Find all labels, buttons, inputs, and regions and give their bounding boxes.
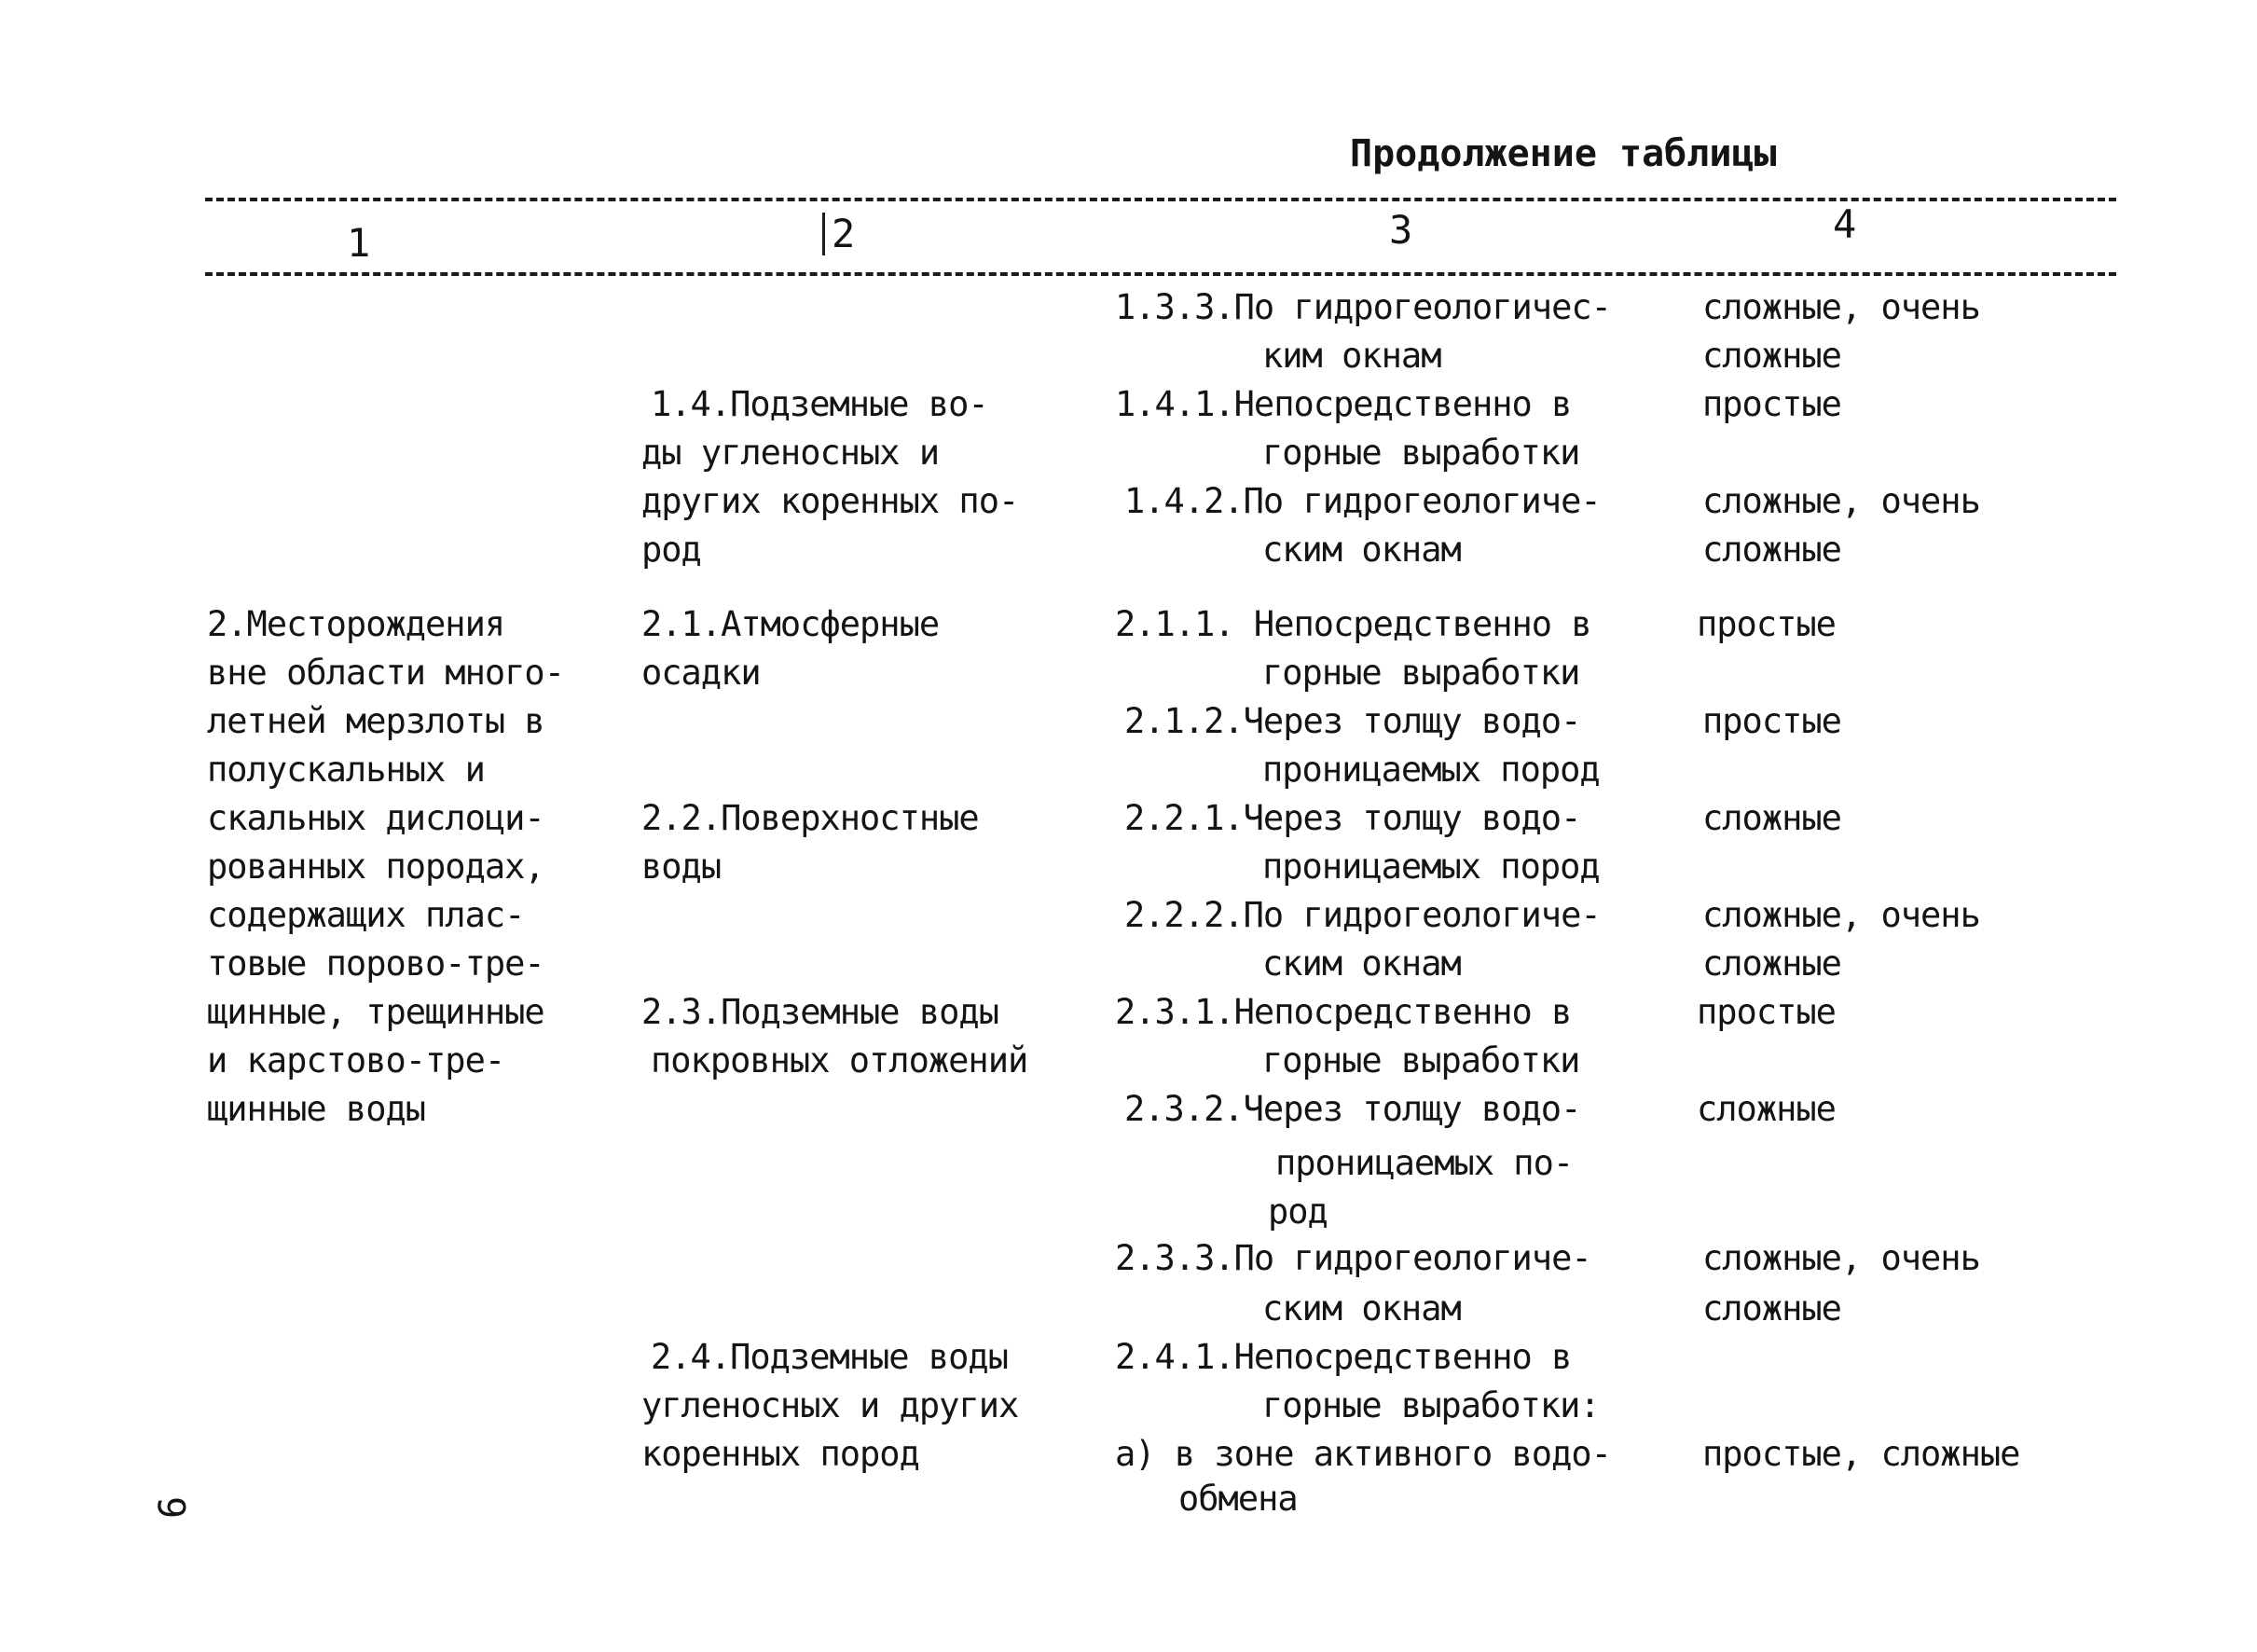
cell-2-2-1-line1: 2.2.1.Через толщу водо-	[1124, 798, 1581, 838]
cell-2-4-a-class: простые, сложные	[1702, 1434, 2020, 1474]
cell-2-3-3-class-line1: сложные, очень	[1702, 1238, 1980, 1278]
cell-2-line9: щинные, трещинные	[207, 992, 544, 1032]
cell-2-3-2-line3: род	[1268, 1191, 1328, 1232]
cell-2-line6: рованных породах,	[207, 847, 544, 887]
cell-2-2-2-line2: ским окнам	[1262, 943, 1461, 984]
cell-2-2-2-class-line1: сложные, очень	[1702, 895, 1980, 935]
cell-1-4-2-class-line1: сложные, очень	[1702, 481, 1980, 521]
cell-2-4-a-line2: обмена	[1178, 1479, 1298, 1519]
cell-2-4-1-line1: 2.4.1.Непосредственно в	[1115, 1337, 1572, 1377]
cell-1-4-line2: ды угленосных и	[641, 433, 940, 473]
cell-2-1-2-line1: 2.1.2.Через толщу водо-	[1124, 701, 1581, 741]
cell-2-4-1-line2: горные выработки:	[1262, 1385, 1600, 1425]
cell-1-3-3-line1: 1.3.3.По гидрогеологичес-	[1115, 287, 1611, 327]
cell-2-3-2-line2: проницаемых по-	[1275, 1143, 1574, 1183]
cell-2-1-2-line2: проницаемых пород	[1262, 750, 1600, 790]
cell-2-line3: летней мерзлоты в	[207, 701, 544, 741]
header-column-divider	[822, 213, 825, 255]
cell-1-4-line4: род	[641, 530, 701, 570]
cell-2-2-2-class-line2: сложные	[1702, 943, 1841, 984]
cell-1-4-line1: 1.4.Подземные во-	[651, 384, 988, 424]
header-bottom-rule	[205, 272, 2116, 276]
cell-1-4-line3: других коренных по-	[641, 481, 1019, 521]
cell-2-2-line1: 2.2.Поверхностные	[641, 798, 979, 838]
cell-2-1-2-class: простые	[1702, 701, 1841, 741]
cell-2-1-1-line1: 2.1.1. Непосредственно в	[1115, 604, 1591, 644]
header-col-1: 1	[347, 220, 371, 266]
cell-2-3-2-class: сложные	[1697, 1089, 1836, 1129]
table-continuation-title: Продолжение таблицы	[1350, 132, 1777, 175]
header-col-2: 2	[832, 211, 856, 256]
cell-1-4-2-class-line2: сложные	[1702, 530, 1841, 570]
cell-1-4-1-class: простые	[1702, 384, 1841, 424]
cell-2-2-1-class: сложные	[1702, 798, 1841, 838]
header-col-3: 3	[1389, 207, 1413, 253]
cell-2-2-line2: воды	[641, 847, 722, 887]
cell-2-4-line3: коренных пород	[641, 1434, 919, 1474]
cell-2-3-1-line2: горные выработки	[1262, 1040, 1580, 1081]
cell-2-1-1-line2: горные выработки	[1262, 653, 1580, 693]
cell-2-line1: 2.Месторождения	[207, 604, 505, 644]
cell-2-4-line2: угленосных и других	[641, 1385, 1019, 1425]
cell-2-3-3-class-line2: сложные	[1702, 1288, 1841, 1328]
cell-2-2-2-line1: 2.2.2.По гидрогеологиче-	[1124, 895, 1601, 935]
cell-2-line10: и карстово-тре-	[207, 1040, 505, 1081]
cell-2-3-line1: 2.3.Подземные воды	[641, 992, 998, 1032]
cell-2-3-3-line2: ским окнам	[1262, 1288, 1461, 1328]
cell-2-line8: товые порово-тре-	[207, 943, 544, 984]
cell-1-4-1-line2: горные выработки	[1262, 433, 1580, 473]
cell-2-line7: содержащих плас-	[207, 895, 525, 935]
cell-2-3-3-line1: 2.3.3.По гидрогеологиче-	[1115, 1238, 1591, 1278]
cell-2-3-2-line1: 2.3.2.Через толщу водо-	[1124, 1089, 1581, 1129]
cell-2-line5: скальных дислоци-	[207, 798, 544, 838]
cell-2-3-1-line1: 2.3.1.Непосредственно в	[1115, 992, 1572, 1032]
cell-1-4-2-line1: 1.4.2.По гидрогеологиче-	[1124, 481, 1601, 521]
cell-1-3-3-line2: ким окнам	[1262, 336, 1441, 376]
cell-2-3-1-class: простые	[1697, 992, 1836, 1032]
cell-2-3-line2: покровных отложений	[651, 1040, 1028, 1081]
header-top-rule	[205, 198, 2116, 201]
cell-2-2-1-line2: проницаемых пород	[1262, 847, 1600, 887]
cell-2-line2: вне области много-	[207, 653, 564, 693]
cell-1-3-3-class-line1: сложные, очень	[1702, 287, 1980, 327]
cell-2-1-line1: 2.1.Атмосферные	[641, 604, 940, 644]
cell-2-1-1-class: простые	[1697, 604, 1836, 644]
page-number: 6	[152, 1495, 196, 1520]
cell-2-4-a-line1: а) в зоне активного водо-	[1115, 1434, 1611, 1474]
cell-1-4-1-line1: 1.4.1.Непосредственно в	[1115, 384, 1572, 424]
cell-2-1-line2: осадки	[641, 653, 761, 693]
cell-2-4-line1: 2.4.Подземные воды	[651, 1337, 1008, 1377]
cell-1-3-3-class-line2: сложные	[1702, 336, 1841, 376]
header-col-4: 4	[1833, 201, 1857, 247]
cell-2-line4: полускальных и	[207, 750, 485, 790]
cell-1-4-2-line2: ским окнам	[1262, 530, 1461, 570]
cell-2-line11: щинные воды	[207, 1089, 426, 1129]
